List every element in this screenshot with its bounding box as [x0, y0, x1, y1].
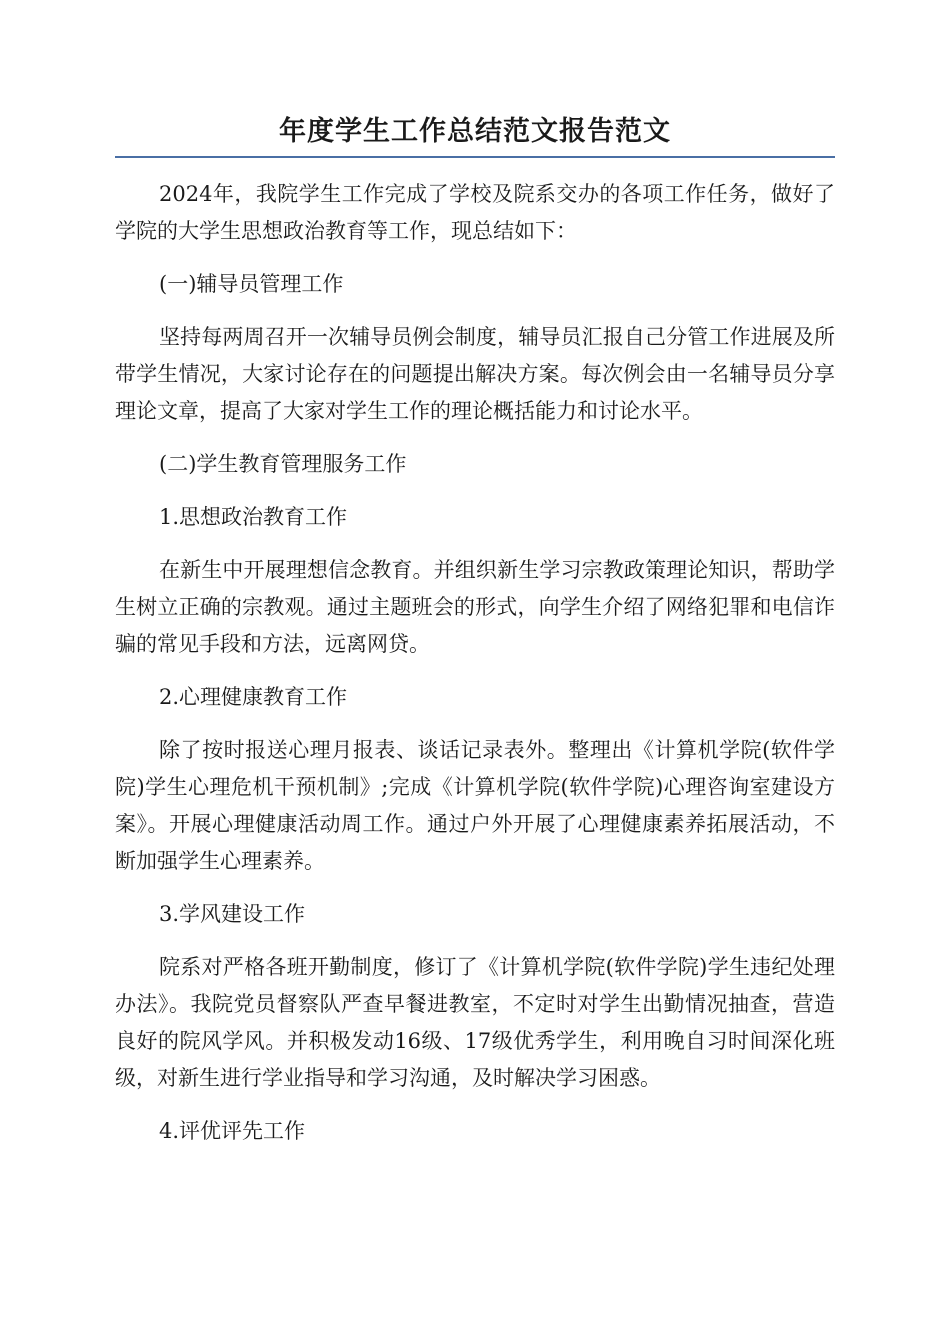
section-heading-counselor-management: (一)辅导员管理工作 — [159, 272, 344, 296]
subsection-heading-study-style: 3.学风建设工作 — [159, 902, 306, 926]
subsection-body-political-education: 在新生中开展理想信念教育。并组织新生学习宗教政策理论知识，帮助学生树立正确的宗教观。通过主题班会的形式，向学生介绍了网络犯罪和电信诈骗的常见手段和方法，远离网贷。 — [115, 558, 835, 656]
subsection-body-study-style: 院系对严格各班开勤制度，修订了《计算机学院(软件学院)学生违纪处理办法》。我院党员督察队严查早餐进教室，不定时对学生出勤情况抽查，营造良好的院风学风。并积极发动16级、17级优秀学生，利用晚自习时间深化班级，对新生进行学业指导和学习沟通，及时解决学习困惑。 — [115, 955, 835, 1090]
subsection-body-mental-health: 除了按时报送心理月报表、谈话记录表外。整理出《计算机学院(软件学院)学生心理危机干预机制》;完成《计算机学院(软件学院)心理咨询室建设方案》。开展心理健康活动周工作。通过户外开展了心理健康素养拓展活动，不断加强学生心理素养。 — [115, 738, 835, 873]
subsection-heading-political-education: 1.思想政治教育工作 — [159, 505, 348, 529]
section-heading-student-services: (二)学生教育管理服务工作 — [159, 452, 407, 476]
document-title: 年度学生工作总结范文报告范文 — [115, 110, 835, 158]
section-body-counselor-management: 坚持每两周召开一次辅导员例会制度，辅导员汇报自己分管工作进展及所带学生情况，大家讨论存在的问题提出解决方案。每次例会由一名辅导员分享理论文章，提高了大家对学生工作的理论概括能力和讨论水平。 — [115, 325, 835, 423]
intro-paragraph: 2024年，我院学生工作完成了学校及院系交办的各项工作任务，做好了学院的大学生思想政治教育等工作，现总结如下： — [115, 182, 835, 243]
subsection-heading-awards: 4.评优评先工作 — [159, 1119, 306, 1143]
subsection-heading-mental-health: 2.心理健康教育工作 — [159, 685, 348, 709]
document-page — [115, 110, 835, 1166]
